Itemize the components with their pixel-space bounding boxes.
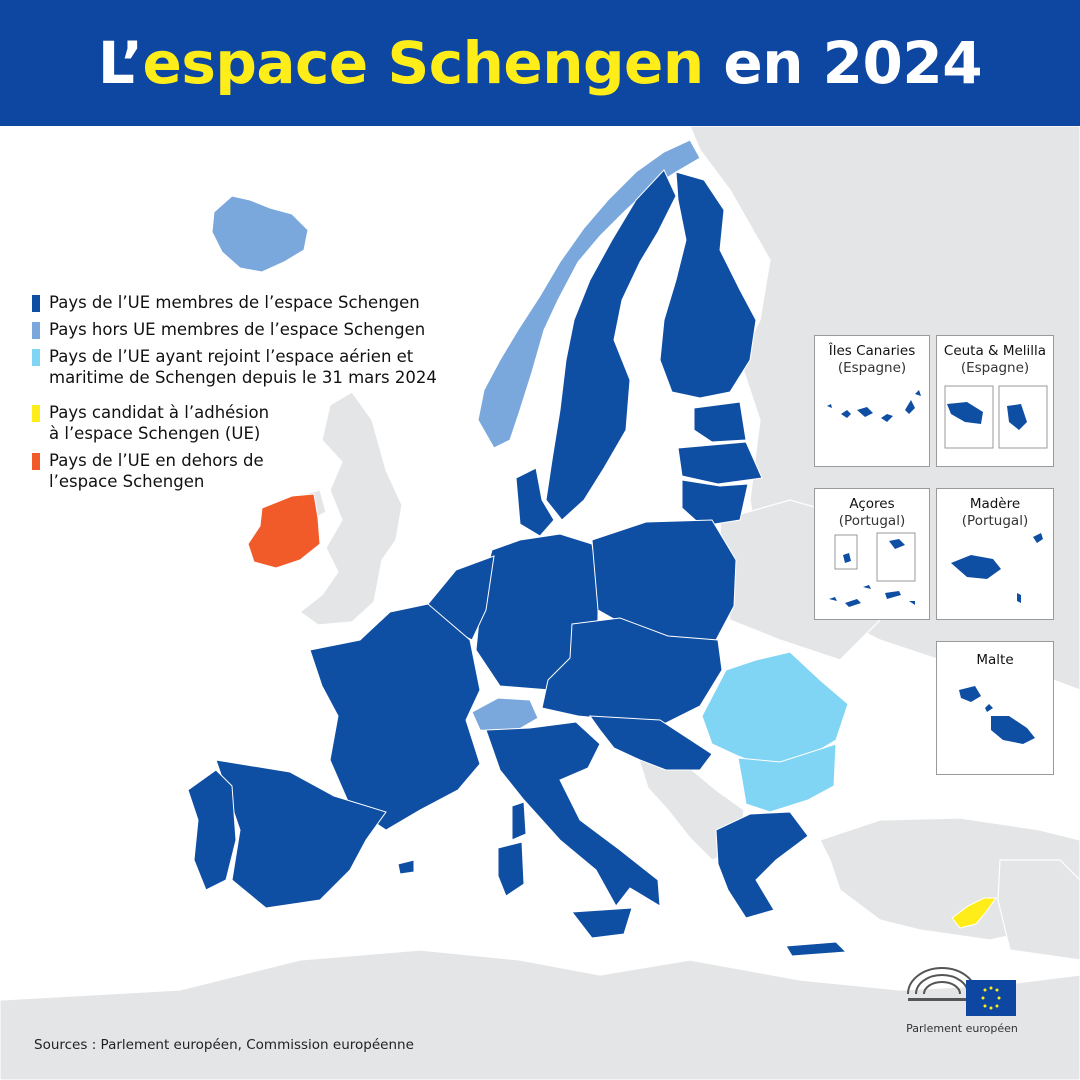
legend-swatch <box>32 295 40 312</box>
sources-note: Sources : Parlement européen, Commission européenne <box>34 1037 414 1053</box>
inset-azores <box>814 488 930 620</box>
latvia <box>678 442 762 484</box>
legend-item-candidate <box>32 402 472 444</box>
inset-azores-subtitle: (Portugal) <box>838 513 906 529</box>
greece <box>716 812 808 918</box>
legend-swatch <box>32 405 40 422</box>
portugal <box>188 770 236 890</box>
inset-azores-title: Açores <box>849 496 895 512</box>
legend-swatch <box>32 453 40 470</box>
lithuania <box>682 480 748 526</box>
map-legend <box>32 292 472 498</box>
legend-item-schengen-non-eu <box>32 319 472 340</box>
logo-label: Parlement européen <box>906 1022 1018 1035</box>
legend-label <box>49 402 269 444</box>
title-highlight: espace Schengen <box>142 29 704 97</box>
europe-map <box>0 126 1080 1080</box>
title-suffix: en 2024 <box>703 29 983 97</box>
syria-lebanon <box>998 860 1080 960</box>
inset-canaries-title: Îles Canaries <box>828 343 916 359</box>
parliament-hemicycle-icon <box>904 958 1020 1022</box>
switzerland <box>472 698 538 732</box>
sardinia <box>498 842 524 896</box>
malta-map <box>937 642 1055 776</box>
legend-line1: Pays candidat à l’adhésion <box>49 403 270 422</box>
legend-swatch <box>32 349 40 366</box>
ireland <box>248 494 320 568</box>
legend-label: Pays de l’UE membres de l’espace Schengen <box>49 293 420 312</box>
parliament-logo <box>904 958 1020 1042</box>
legend-line1: Pays de l’UE ayant rejoint l’espace aérien et <box>49 347 414 366</box>
balearic <box>398 860 414 874</box>
inset-madeira <box>936 488 1054 620</box>
legend-line1: Pays de l’UE en dehors de <box>49 451 264 470</box>
iceland <box>212 196 308 272</box>
madeira-map <box>937 489 1055 621</box>
inset-canaries <box>814 335 930 467</box>
legend-line2: maritime de Schengen depuis le 31 mars 2024 <box>49 368 437 387</box>
inset-malta-title: Malte <box>976 652 1014 668</box>
corsica <box>512 802 526 840</box>
eu-flag-icon <box>966 980 1016 1016</box>
legend-line2: l’espace Schengen <box>49 472 205 491</box>
page-title <box>98 29 982 97</box>
inset-ceuta-melilla <box>936 335 1054 467</box>
azores-map <box>815 489 931 621</box>
legend-item-schengen-eu <box>32 292 472 313</box>
title-prefix: L’ <box>97 29 143 97</box>
header-banner <box>0 0 1080 126</box>
legend-swatch <box>32 322 40 339</box>
estonia <box>694 402 746 442</box>
inset-malta <box>936 641 1054 775</box>
crete <box>786 942 846 956</box>
legend-line2: à l’espace Schengen (UE) <box>49 424 261 443</box>
legend-item-air-sea <box>32 346 472 388</box>
inset-ceuta-title: Ceuta & Melilla <box>943 343 1047 359</box>
inset-ceuta-subtitle: (Espagne) <box>960 360 1030 376</box>
ceuta-melilla-map <box>937 336 1055 468</box>
inset-canaries-subtitle: (Espagne) <box>837 360 907 376</box>
inset-madeira-title: Madère <box>969 496 1021 512</box>
inset-madeira-subtitle: (Portugal) <box>961 513 1029 529</box>
slovenia-croatia <box>590 716 712 770</box>
legend-label: Pays hors UE membres de l’espace Schengen <box>49 320 426 339</box>
sicily <box>572 908 632 938</box>
legend-label <box>49 450 264 492</box>
legend-label <box>49 346 437 388</box>
legend-item-outside <box>32 450 472 492</box>
canaries-map <box>815 336 931 468</box>
